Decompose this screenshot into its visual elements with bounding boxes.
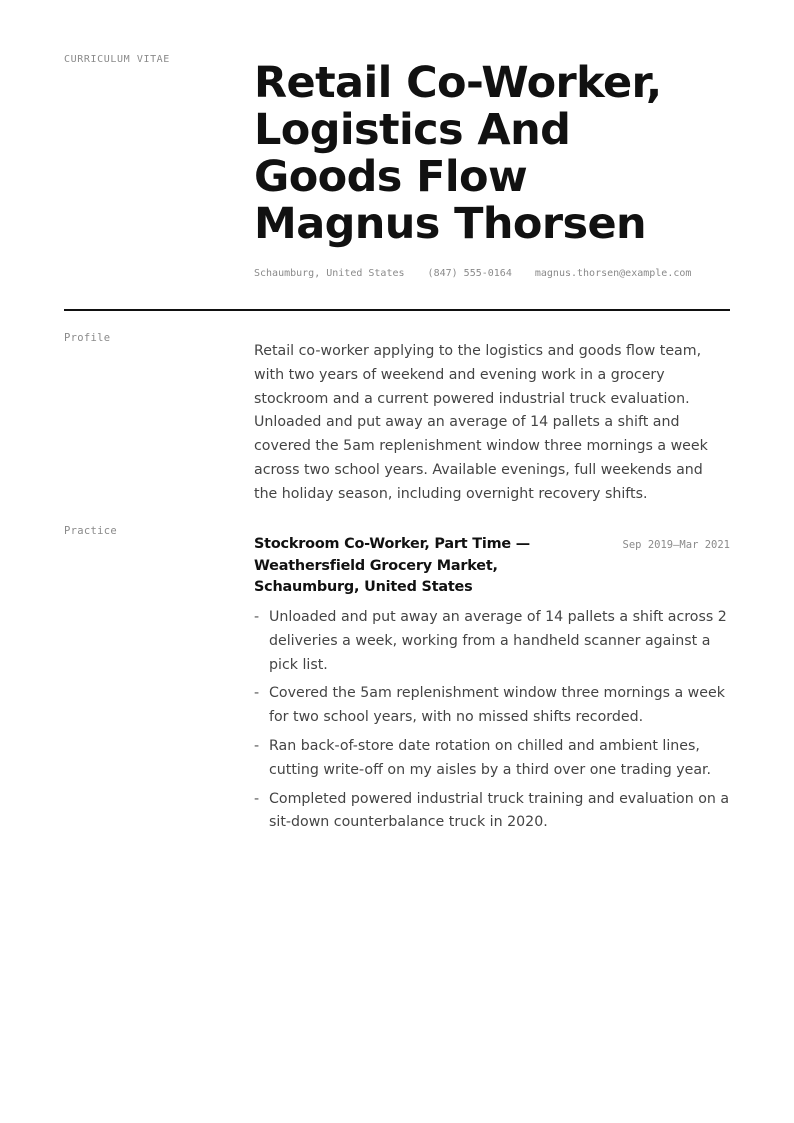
list-item	[254, 682, 730, 730]
bullet-text: Unloaded and put away an average of 14 pallets a shift across 2 deliveries a week, working from a handheld scanner against a pick list.	[269, 609, 727, 673]
bullet-marker: -	[254, 685, 260, 702]
title-line: Retail Co-Worker,	[254, 58, 662, 108]
title-line: Logistics And	[254, 105, 571, 155]
job-dates: Sep 2019–Mar 2021	[622, 539, 730, 551]
section-label-practice: Practice	[64, 525, 117, 537]
list-item	[254, 606, 730, 677]
section-label-profile: Profile	[64, 332, 111, 344]
title-line: Goods Flow	[254, 152, 528, 202]
list-item	[254, 788, 730, 836]
bullet-marker: -	[254, 737, 260, 754]
contact-line	[254, 268, 691, 279]
bullet-marker: -	[254, 609, 260, 625]
contact-email: magnus.thorsen@example.com	[534, 268, 692, 279]
list-item	[254, 735, 730, 783]
job-title-line: Weathersfield Grocery Market,	[254, 557, 498, 574]
title-block	[254, 60, 734, 248]
contact-phone: (847) 555-0164	[427, 268, 512, 279]
job-title	[254, 534, 574, 599]
job-title-line: Schaumburg, United States	[254, 579, 473, 595]
bullet-text: Covered the 5am replenishment window three mornings a week for two school years, with no missed shifts recorded.	[269, 685, 725, 726]
title-line-name: Magnus Thorsen	[254, 199, 647, 249]
profile-text: Retail co-worker applying to the logistics and goods flow team, with two years of weekend and evening work in a grocery stockroom and a current powered industrial truck evaluation. Unloaded and put away an average of 14 pallets a shift and covered the 5am replenishment window three mornings a week across two school years. Available evenings, full weekends and the holiday season, including overnight recovery shifts.	[254, 343, 708, 502]
job-title-line: Stockroom Co-Worker, Part Time —	[254, 536, 530, 552]
header-divider	[64, 309, 730, 311]
bullet-text: Completed powered industrial truck training and evaluation on a sit-down counterbalance truck in 2020.	[269, 790, 730, 831]
job-bullet-list	[254, 606, 730, 840]
bullet-text: Ran back-of-store date rotation on chilled and ambient lines, cutting write-off on my aisles by a third over one trading year.	[269, 737, 712, 778]
job-entry-header	[254, 534, 730, 599]
contact-location: Schaumburg, United States	[254, 268, 405, 279]
document-kicker: CURRICULUM VITAE	[64, 54, 170, 65]
bullet-marker: -	[254, 790, 260, 807]
page-title	[254, 60, 734, 248]
